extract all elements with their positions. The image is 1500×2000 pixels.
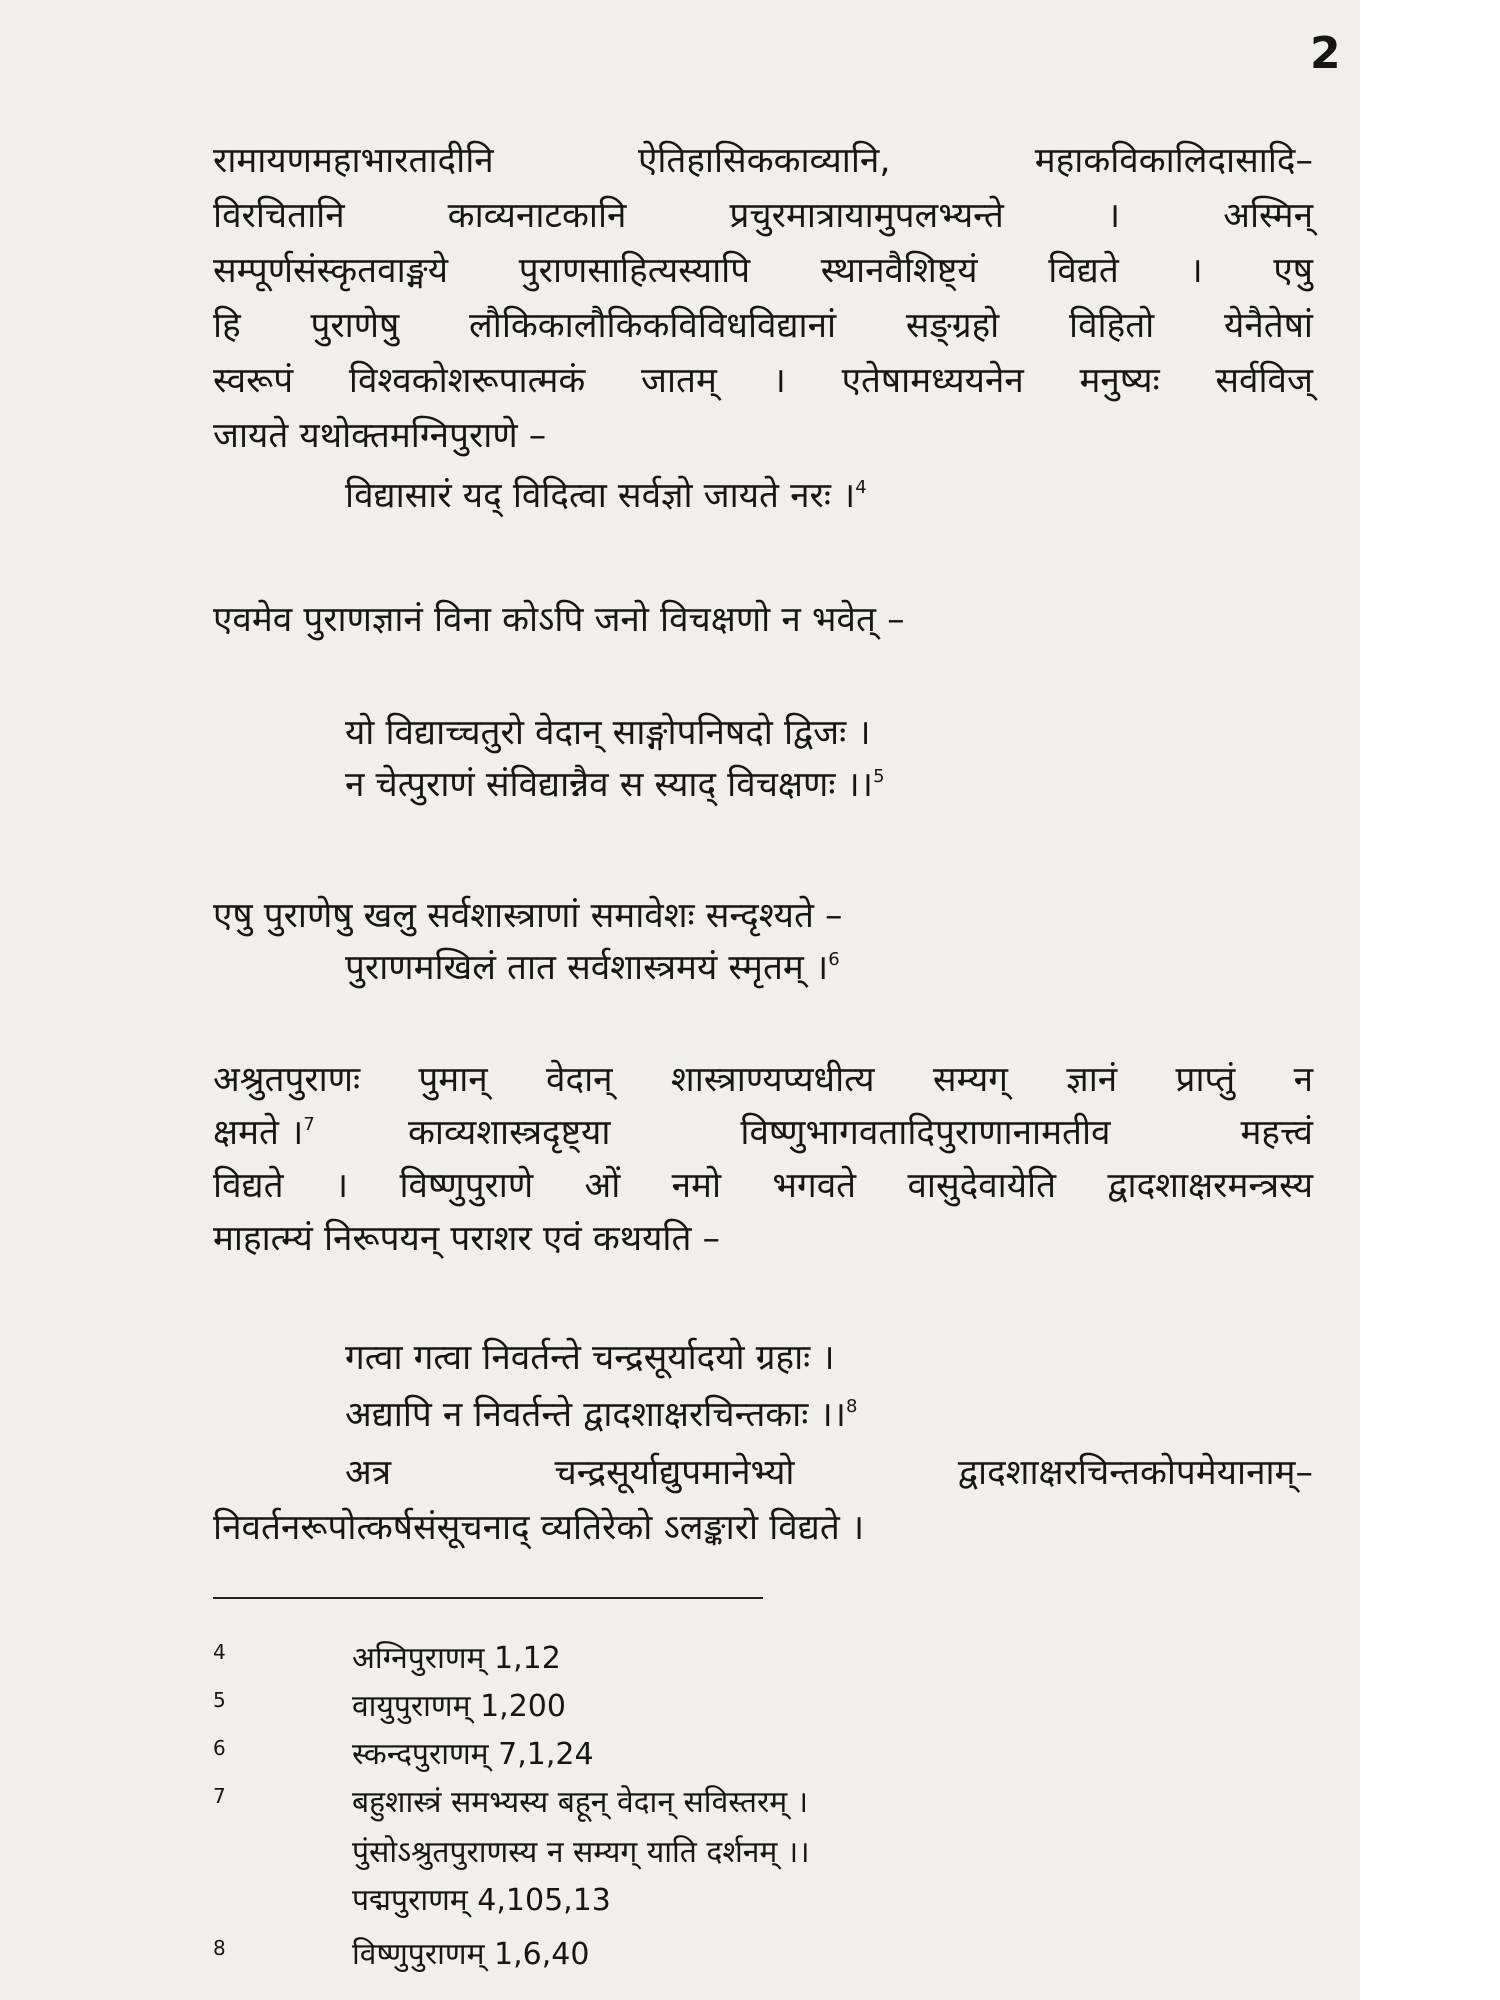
footnote-4-text: अग्निपुराणम् 1,12 bbox=[352, 1641, 561, 1676]
paragraph-4-line-4: माहात्म्यं निरूपयन् पराशर एवं कथयति – bbox=[213, 1219, 721, 1259]
footnote-4-number: 4 bbox=[213, 1640, 226, 1664]
footnote-ref-4: 4 bbox=[855, 477, 867, 498]
paragraph-4-line-2b: काव्यशास्त्रदृष्ट्या विष्णुभागवतादिपुराणानामतीव महत्त्वं bbox=[408, 1113, 1313, 1153]
paragraph-1-line-5: स्वरूपं विश्वकोशरूपात्मकं जातम् । एतेषामध्ययनेन मनुष्यः सर्वविज् bbox=[213, 361, 1313, 401]
verse-4-line-2: अद्यापि न निवर्तन्ते द्वादशाक्षरचिन्तकाः ।।$^8$ bbox=[345, 1395, 858, 1435]
footnote-ref-7: 7 bbox=[303, 1114, 315, 1135]
page-margin bbox=[1360, 0, 1500, 2000]
paragraph-1-line-3: सम्पूर्णसंस्कृतवाङ्मये पुराणसाहित्यस्यापि स्थानवैशिष्ट्यं विद्यते । एषु bbox=[213, 251, 1313, 291]
footnote-6-text: स्कन्दपुराणम् 7,1,24 bbox=[352, 1737, 594, 1772]
footnote-divider bbox=[213, 1597, 763, 1599]
footnote-7-number: 7 bbox=[213, 1784, 226, 1808]
paragraph-1-line-4: हि पुराणेषु लौकिकालौकिकविविधविद्यानां सङ्ग्रहो विहितो येनैतेषां bbox=[213, 306, 1313, 346]
footnote-5-number: 5 bbox=[213, 1688, 226, 1712]
paragraph-3-line-1: एषु पुराणेषु खलु सर्वशास्त्राणां समावेशः सन्दृश्यते – bbox=[213, 896, 843, 936]
verse-1-line-1: विद्यासारं यद् विदित्वा सर्वज्ञो जायते नरः ।$^4$ bbox=[345, 476, 867, 516]
footnote-7-line-2: पुंसोऽश्रुतपुराणस्य न सम्यग् याति दर्शनम् ।। bbox=[352, 1835, 810, 1870]
paragraph-4-line-1: अश्रुतपुराणः पुमान् वेदान् शास्त्राण्यप्यधीत्य सम्यग् ज्ञानं प्राप्तुं न bbox=[213, 1060, 1313, 1100]
verse-3-line-1: पुराणमखिलं तात सर्वशास्त्रमयं स्मृतम् ।$^6$ bbox=[345, 948, 840, 988]
footnote-7-line-3: पद्मपुराणम् 4,105,13 bbox=[352, 1883, 611, 1918]
page-number: 2 bbox=[1310, 28, 1341, 79]
footnote-ref-6: 6 bbox=[828, 949, 840, 970]
paragraph-5-line-2: निवर्तनरूपोत्कर्षसंसूचनाद् व्यतिरेको ऽलङ्कारो विद्यते । bbox=[213, 1508, 865, 1548]
footnote-8-text: विष्णुपुराणम् 1,6,40 bbox=[352, 1937, 590, 1972]
paragraph-5-line-1: अत्र चन्द्रसूर्याद्युपमानेभ्यो द्वादशाक्षरचिन्तकोपमेयानाम्– bbox=[345, 1453, 1313, 1493]
verse-4-line-1: गत्वा गत्वा निवर्तन्ते चन्द्रसूर्यादयो ग्रहाः । bbox=[345, 1338, 835, 1378]
paragraph-4-line-2a: क्षमते ।$^7$ bbox=[213, 1113, 315, 1153]
footnote-ref-8: 8 bbox=[845, 1396, 858, 1417]
footnote-ref-5: 5 bbox=[873, 766, 885, 787]
paragraph-1-line-2: विरचितानि काव्यनाटकानि प्रचुरमात्रायामुपलभ्यन्ते । अस्मिन् bbox=[213, 196, 1313, 236]
footnote-8-number: 8 bbox=[213, 1936, 226, 1960]
paragraph-1-line-1: रामायणमहाभारतादीनि ऐतिहासिककाव्यानि, महाकविकालिदासादि– bbox=[213, 141, 1313, 181]
paragraph-4-line-3: विद्यते । विष्णुपुराणे ओं नमो भगवते वासुदेवायेति द्वादशाक्षरमन्त्रस्य bbox=[213, 1166, 1313, 1206]
verse-2-line-1: यो विद्याच्चतुरो वेदान् साङ्गोपनिषदो द्विजः । bbox=[345, 713, 871, 753]
footnote-7-line-1: बहुशास्त्रं समभ्यस्य बहून् वेदान् सविस्तरम् । bbox=[352, 1785, 809, 1820]
footnote-6-number: 6 bbox=[213, 1736, 226, 1760]
paragraph-2-line-1: एवमेव पुराणज्ञानं विना कोऽपि जनो विचक्षणो न भवेत् – bbox=[213, 600, 905, 640]
footnote-5-text: वायुपुराणम् 1,200 bbox=[352, 1689, 566, 1724]
paragraph-1-line-6: जायते यथोक्तमग्निपुराणे – bbox=[213, 416, 547, 456]
verse-2-line-2: न चेत्पुराणं संविद्यान्नैव स स्याद् विचक्षणः ।।$^5$ bbox=[345, 765, 885, 805]
